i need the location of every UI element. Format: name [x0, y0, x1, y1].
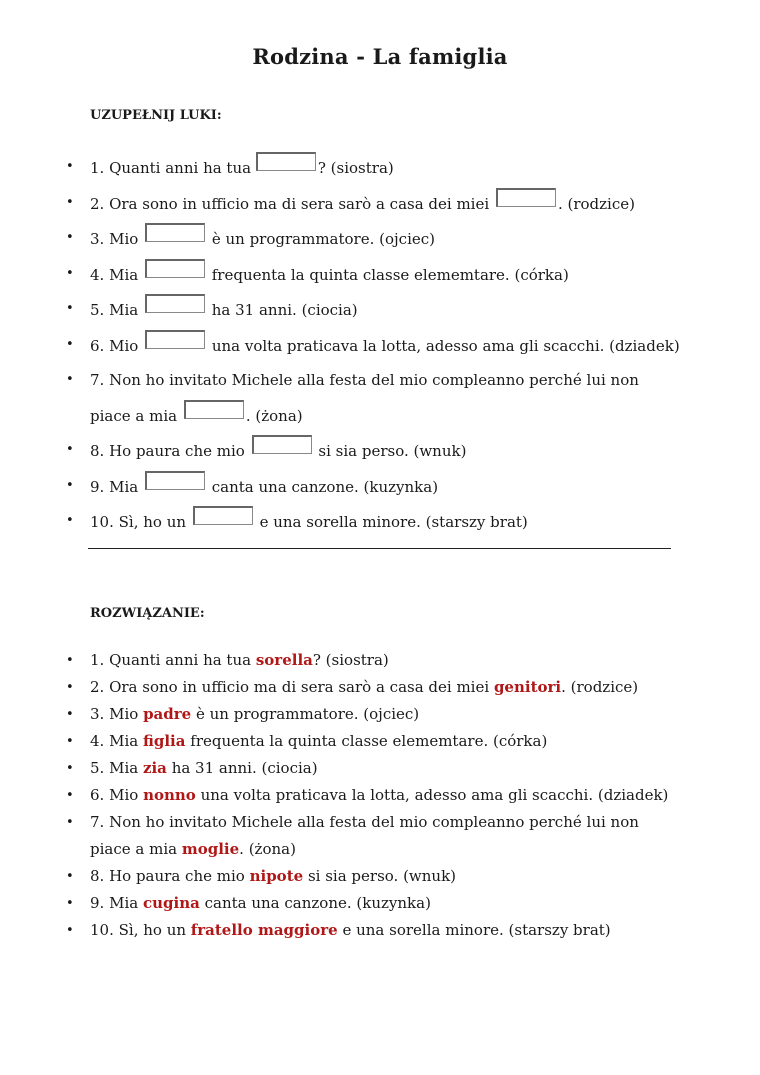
item-text: è un programmatore. (ojciec) — [196, 705, 420, 723]
answer-word: cugina — [142, 894, 200, 912]
item-text: si sia perso. (wnuk) — [307, 867, 457, 885]
answer-input-1[interactable] — [256, 152, 316, 171]
item-text: 9. Mia — [90, 894, 139, 912]
item-text: 4. Mia — [90, 265, 139, 284]
item-text: e una sorella minore. (starszy brat) — [342, 921, 611, 939]
item-text: ha 31 anni. (ciocia) — [171, 759, 318, 777]
answer-word: figlia — [142, 732, 186, 750]
item-text: 9. Mia — [90, 477, 139, 496]
item-text: frequenta la quinta classe elememtare. (córka) — [211, 265, 569, 284]
item-text: 1. Quanti anni ha tua — [90, 651, 252, 669]
item-text: piace a mia — [90, 840, 178, 858]
answer-word: genitori — [493, 678, 562, 696]
item-text: 4. Mia — [90, 732, 139, 750]
exercise-item — [0, 152, 760, 188]
exercise-item — [0, 435, 760, 471]
exercise-item — [0, 294, 760, 330]
item-text: 8. Ho paura che mio — [90, 442, 245, 460]
item-text: 10. Sì, ho un — [90, 921, 187, 939]
answer-input-10[interactable] — [193, 506, 253, 525]
item-text: ha 31 anni. (ciocia) — [211, 301, 358, 319]
item-text: 3. Mio — [90, 230, 139, 248]
item-text: 2. Ora sono in ufficio ma di sera sarò a casa dei miei — [90, 194, 490, 213]
item-text: . (rodzice) — [557, 194, 635, 213]
solution-item — [0, 728, 760, 755]
item-text: • 7. Non ho invitato Michele alla festa del mio compleanno perché lui non — [90, 813, 639, 831]
solution-item — [0, 917, 760, 944]
answer-word: zia — [142, 759, 167, 777]
answer-input-4[interactable] — [145, 259, 205, 278]
answer-word: padre — [143, 705, 192, 723]
exercise-item — [0, 330, 760, 366]
item-text: ? (siostra) — [317, 159, 394, 177]
answer-word: moglie — [181, 840, 240, 858]
solution-item — [0, 782, 760, 809]
exercise-item — [0, 365, 760, 435]
answer-input-3[interactable] — [145, 223, 205, 242]
item-text: . (rodzice) — [561, 678, 639, 696]
solution-item — [0, 701, 760, 728]
item-text: • 7. Non ho invitato Michele alla festa del mio compleanno perché lui non — [90, 371, 639, 389]
item-text: canta una canzone. (kuzynka) — [211, 477, 439, 496]
solution-item — [0, 674, 760, 701]
item-text: piace a mia — [90, 407, 178, 425]
answer-input-8[interactable] — [252, 435, 312, 454]
solution-heading: ROZWIĄZANIE: — [90, 606, 205, 621]
item-text: 5. Mia — [90, 759, 139, 777]
solution-item — [0, 647, 760, 674]
solution-item — [0, 863, 760, 890]
item-text: . (żona) — [239, 840, 296, 858]
exercise-heading: UZUPEŁNIJ LUKI: — [90, 108, 222, 123]
item-text: una volta praticava la lotta, adesso ama gli scacchi. (dziadek) — [200, 786, 669, 804]
exercise-item — [0, 471, 760, 507]
item-text: 5. Mia — [90, 301, 139, 319]
exercise-item — [0, 223, 760, 259]
answer-word: nipote — [249, 867, 304, 885]
item-text: 1. Quanti anni ha tua — [90, 159, 252, 177]
item-text: . (żona) — [245, 407, 303, 425]
item-text: ? (siostra) — [312, 651, 389, 669]
answer-input-2[interactable] — [496, 188, 556, 207]
exercise-item — [0, 188, 760, 224]
item-text: 3. Mio — [90, 705, 139, 723]
item-text: 2. Ora sono in ufficio ma di sera sarò a casa dei miei — [90, 678, 490, 696]
answer-input-7[interactable] — [184, 400, 244, 419]
page-title: Rodzina - La famiglia — [252, 44, 508, 69]
item-text: frequenta la quinta classe elememtare. (córka) — [190, 732, 548, 750]
answer-input-5[interactable] — [145, 294, 205, 313]
item-text: una volta praticava la lotta, adesso ama gli scacchi. (dziadek) — [211, 336, 680, 355]
exercise-item — [0, 259, 760, 295]
exercise-list — [0, 152, 760, 542]
answer-input-9[interactable] — [145, 471, 205, 490]
answer-word: nonno — [143, 786, 196, 804]
item-text: canta una canzone. (kuzynka) — [204, 894, 431, 912]
answer-input-6[interactable] — [145, 330, 205, 349]
item-text: 8. Ho paura che mio — [90, 867, 245, 885]
answer-word: fratello maggiore — [190, 921, 338, 939]
item-text: 6. Mio — [90, 786, 139, 804]
solution-item — [0, 755, 760, 782]
solution-item — [0, 890, 760, 917]
exercise-item — [0, 506, 760, 542]
answer-word: sorella — [255, 651, 313, 669]
item-text: si sia perso. (wnuk) — [318, 442, 467, 460]
divider — [88, 548, 671, 549]
solution-item — [0, 809, 760, 863]
item-text: è un programmatore. (ojciec) — [211, 230, 435, 248]
solution-list — [0, 647, 760, 944]
item-text: e una sorella minore. (starszy brat) — [259, 513, 528, 531]
item-text: 6. Mio — [90, 336, 139, 355]
item-text: 10. Sì, ho un — [90, 513, 187, 531]
